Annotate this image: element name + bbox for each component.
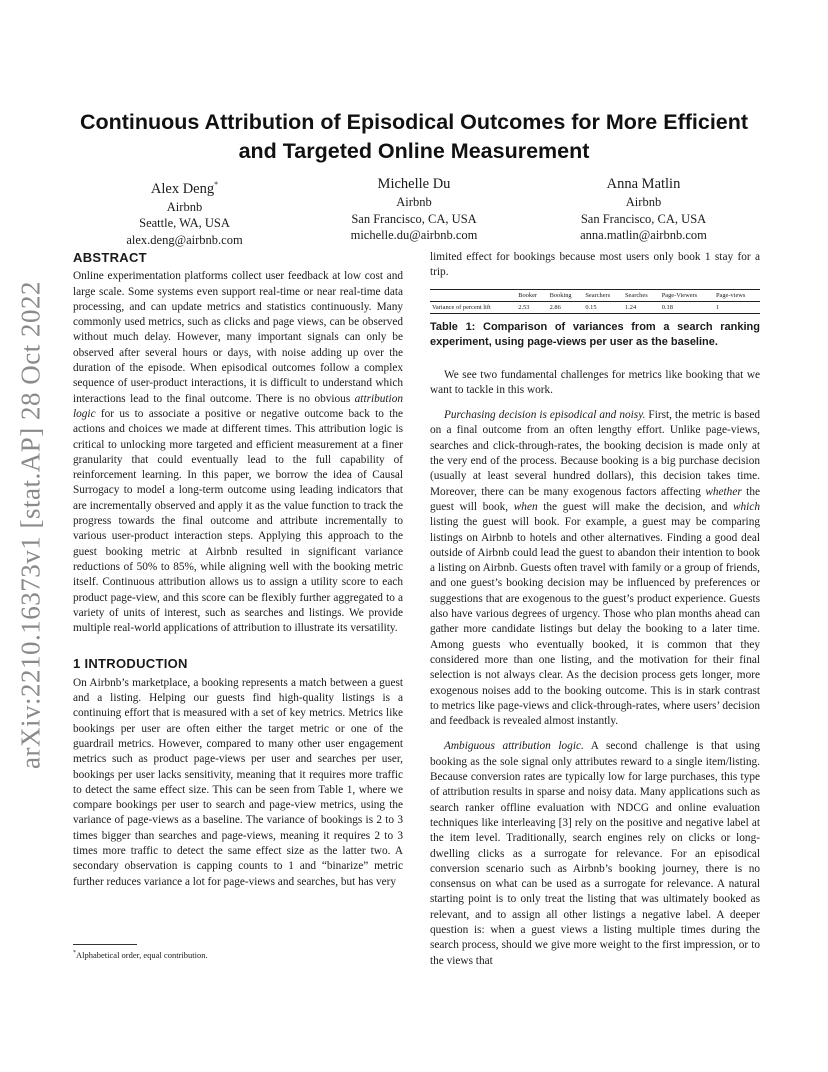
author-email: alex.deng@airbnb.com: [126, 232, 243, 247]
author-location: Seattle, WA, USA: [139, 216, 230, 231]
author-3: [529, 175, 758, 248]
right-column: [430, 250, 760, 969]
introduction-heading: 1 INTRODUCTION: [73, 656, 188, 672]
author-name: Anna Matlin: [606, 176, 681, 192]
author-name: Alex Deng: [150, 180, 215, 197]
author-affiliation: Airbnb: [166, 199, 203, 214]
paper-title: Continuous Attribution of Episodical Outcomes for More Efficient and Targeted Online Measurement: [79, 110, 749, 163]
footnote: *Alphabetical order, equal contribution.: [73, 949, 208, 960]
continued-text: limited effect for bookings because most users only book 1 stay for a trip.: [430, 251, 760, 279]
challenges-paragraph: We see two fundamental challenges for metrics like booking that we want to tackle in this work.: [430, 368, 760, 396]
table-row: Variance of percent lift 2.53 2.86 0.15 1.24 0.18 1: [430, 301, 760, 313]
table-caption: Table 1: Comparison of variances from a search ranking experiment, using page-views per user as the baseline.: [430, 320, 760, 348]
author-location: San Francisco, CA, USA: [580, 211, 707, 226]
author-location: San Francisco, CA, USA: [351, 211, 477, 226]
arxiv-id: arXiv:2210.16373v1 [stat.AP] 28 Oct 2022: [15, 281, 46, 769]
abstract-heading: ABSTRACT: [73, 250, 147, 265]
author-name: Michelle Du: [377, 176, 451, 192]
author-affiliation: Airbnb: [625, 195, 662, 209]
author-1: [70, 175, 299, 248]
abstract-text: Online experimentation platforms collect user feedback at low cost and large scale. Some systems even support real-time or near real-time data processing, and can update metrics and statistics continuously. Many commonly used metrics, such as clicks and page views, can be observed without much delay. However, many important signals can only be observed after several hours or days, with noise adding up over the duration of the episode. When episodical outcomes follow a complex sequence of user-product interactions, it is difficult to understand which interactions lead to the final outcome. There is no obvious attribution logic for us to associate a positive or negative outcome back to the actions and choices we made at different times. This attribution logic is critical to unlocking more targeted and efficient measurement at a finer granularity that could eventually lead to the full capability of reinforcement learning. In this paper, we borrow the idea of Causal Surrogacy to model a long-term outcome using leading indicators that are incrementally observed and apply it as the value function to track the progress towards the final outcome and attribute incrementally to various user-product interaction steps. Applying this approach to the guest booking metric at Airbnb resulted in significant variance reductions of 50% to 85%, while aligning well with the booking metric itself. Continuous attribution allows us to assign a utility score to each product page-view, and this score can be flexibly further aggregated to a variety of units of interest, such as searches and listings. We provide multiple real-world applications of attribution to illustrate its versatility.: [73, 270, 403, 635]
author-email: michelle.du@airbnb.com: [350, 228, 478, 242]
table-1: [430, 289, 760, 314]
author-2: [300, 175, 529, 248]
author-email: anna.matlin@airbnb.com: [580, 228, 707, 242]
arxiv-sidebar-stamp: [8, 281, 54, 769]
ambiguous-paragraph: Ambiguous attribution logic. A second challenge is that using booking as the sole signal only attributes reward to a single item/listing. Because conversion rates are typically low for large purchases, this type of attribution results in sparse and noisy data. Many applications such as search ranker offline evaluation with NDCG and online evaluation techniques like interleaving [3] rely on the positive and negative label at the item level. Traditionally, search engines rely on clicks or long-dwelling clicks as a surrogate for relevance. For an episodical conversion scenario such as Airbnb’s booking journey, there is no consensus on what can be used as a surrogate for relevance. A natural starting point is to only treat the listing that was ultimately booked as relevant, and to assign all other listings a negative label. A deeper question is: when a guest views a listing multiple times during the search process, should we give more weight to the first impression, or to the views that: [430, 740, 760, 967]
author-block: [70, 175, 758, 248]
footnote-rule: [73, 944, 137, 945]
episodical-paragraph: Purchasing decision is episodical and noisy. First, the metric is based on a final outcome from an often lengthy effort. Unlike page-views, searches and click-through-rates, the booking decision is made only at the very end of the process. Because booking is a big purchase decision (usually at least several hundred dollars), this decision takes time. Moreover, there can be many exogenous factors affecting whether the guest will book, when the guest will make the decision, and which listing the guest will book. For example, a guest may be comparing listings on Airbnb to hotels and other alternatives. Finding a good deal outside of Airbnb could lead the guest to abandon their intention to book a listing on Airbnb. Guests often travel with family or a group of friends, and one guest’s booking decision may be influenced by preferences or suggestions that are exogenous to the guest’s product experience. Guests also have various degrees of urgency. Those who plan months ahead can gather more candidate listings but delay the booking to a later time. Among guests who eventually booked, it is common that they considered more than one listing, and the motivation for their final selection is not always clear. As the decision process gets longer, more exogenous noises add to the booking outcome. This is in stark contrast to metrics like page-views and click-through-rates, where users’ decision and feedback is revealed almost instantly.: [430, 409, 760, 728]
introduction-text: On Airbnb’s marketplace, a booking represents a match between a guest and a listing. Helping our guests find high-quality listings is a continuing effort that is measured with a set of key metrics. Metrics like bookings per user are often either the target metric or one of the guardrail metrics. However, compared to many other user engagement metrics such as product page-views per user and searches per user, bookings per user lacks sensitivity, meaning that it requires more traffic to detect the same effect size. This can be seen from Table 1, where we compare bookings per user to search and page-view metrics, using the variance of page-views as a baseline. The variance of bookings is 2 to 3 times bigger than searches and page-views, meaning it requires 2 to 3 times more traffic to detect the same effect size as the latter two. A secondary observation is capping counts to 1 and “binarize” metric further reduces variance a lot for page-views and searches, but has very: [73, 676, 403, 888]
author-footnote-mark: *: [214, 180, 219, 189]
left-column: [73, 250, 403, 890]
author-affiliation: Airbnb: [396, 195, 432, 209]
table-header-row: Booker Booking Searchers Searches Page-Viewers Page-views: [430, 289, 760, 301]
